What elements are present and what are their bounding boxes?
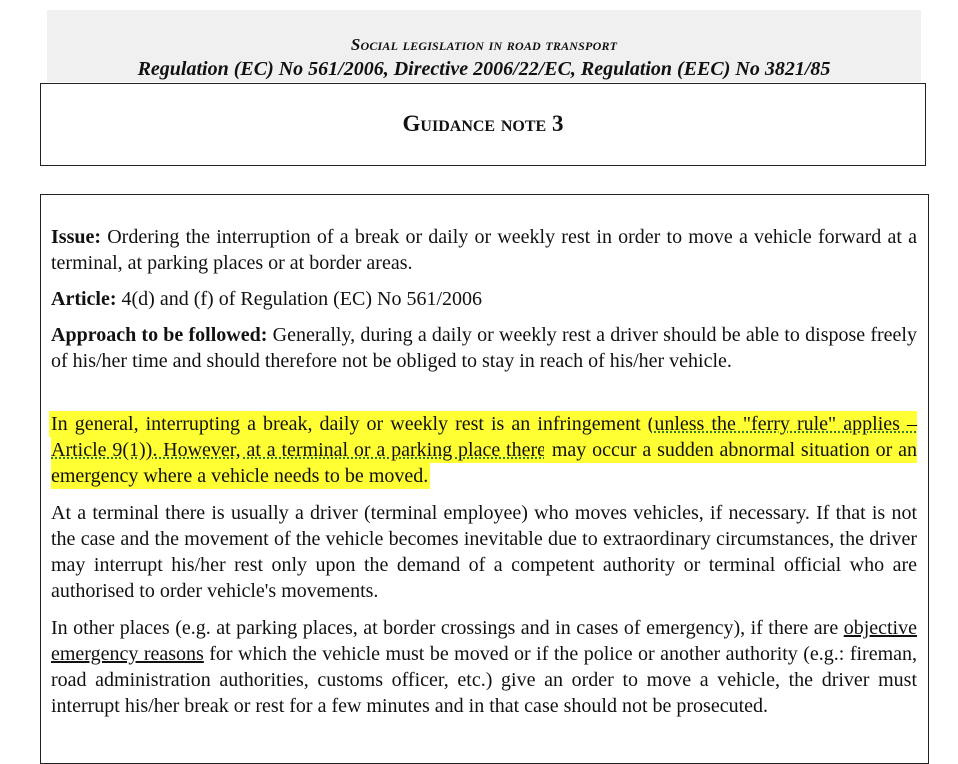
terminal-paragraph: At a terminal there is usually a driver (terminal employee) who moves vehicles, if necessary. If that is not the case and the movement of the vehicle becomes inevitable due to extraordinary circumstances, the driver may interrupt his/her rest only upon the demand of a competent authority or terminal official who are authorised to order vehicle's movements. (51, 502, 917, 602)
other-places-paragraph (51, 615, 917, 719)
issue-text: Ordering the interruption of a break or daily or weekly rest in order to move a vehicle forward at a terminal, at parking places or at border areas. (51, 226, 917, 274)
article-paragraph (51, 286, 917, 312)
other-text-after: for which the vehicle must be moved or if the police or another authority (e.g.: fireman, road administration authorities, customs officer, etc.) give an order to move a vehicle, the driver must interrupt his/her break or rest for a few minutes and in that case should not be prosecuted. (51, 643, 918, 717)
issue-paragraph (51, 224, 917, 276)
highlight-part-2: unless the "ferry rule" applies – Article 9(1)). However, at a terminal or a parking place there (51, 413, 917, 461)
guidance-content (40, 194, 929, 764)
other-text-before: In other places (e.g. at parking places, at border crossings and in cases of emergency), if there are (51, 617, 844, 639)
header-title: Social legislation in road transport (350, 35, 618, 54)
highlight-part-3: may occur a sudden abnormal situation or an emergency where a vehicle needs to be moved. (51, 439, 917, 487)
guidance-note-title: Guidance note 3 (402, 111, 564, 136)
header-regulations: Regulation (EC) No 561/2006, Directive 2006/22/EC, Regulation (EEC) No 3821/85 (137, 58, 831, 80)
guidance-note-box (40, 83, 926, 166)
approach-label: Approach to be followed: (51, 324, 268, 346)
approach-text: Generally, during a daily or weekly rest a driver should be able to dispose freely of his/her time and should therefore not be obliged to stay in reach of his/her vehicle. (51, 324, 917, 372)
article-label: Article: (51, 288, 117, 310)
highlighted-paragraph (51, 411, 917, 489)
approach-paragraph (51, 322, 917, 374)
article-text: 4(d) and (f) of Regulation (EC) No 561/2006 (116, 288, 482, 310)
highlight-part-1: In general, interrupting a break, daily or weekly rest is an infringement ( (51, 413, 655, 435)
emergency-reasons-link: objective emergency reasons (51, 617, 917, 665)
issue-label: Issue: (51, 226, 102, 248)
document-header (47, 10, 921, 82)
